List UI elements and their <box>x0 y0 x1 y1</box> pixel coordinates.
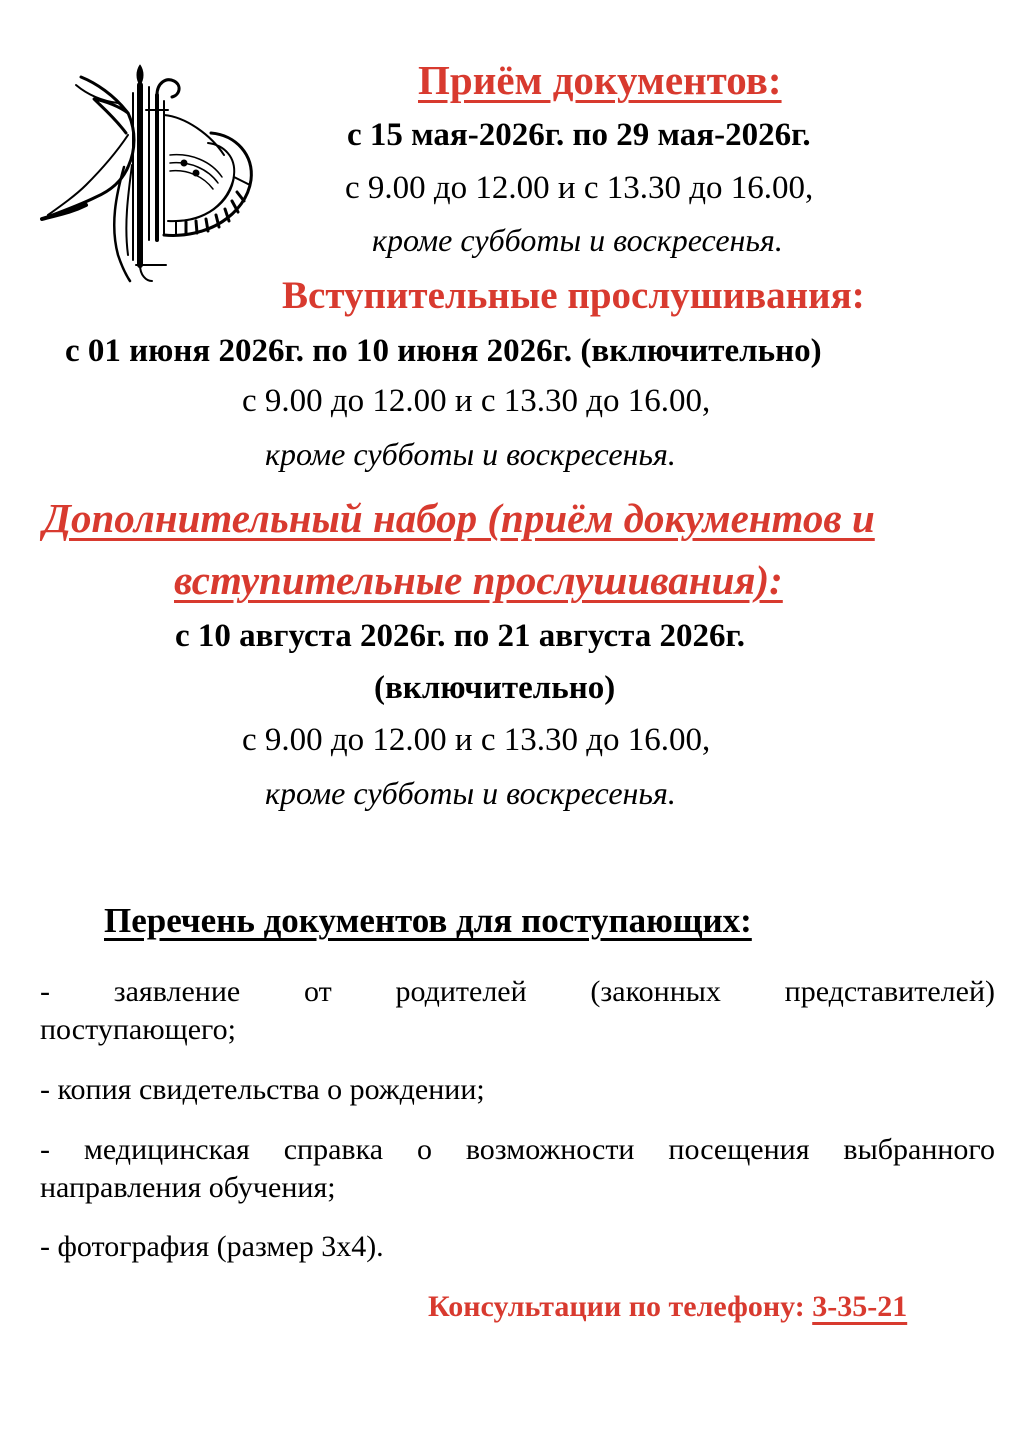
contact-line <box>428 1290 907 1324</box>
additional-time: с 9.00 до 12.00 и с 13.30 до 16.00, <box>242 722 711 758</box>
documents-item-birth-certificate: - копия свидетельства о рождении; <box>40 1073 485 1106</box>
documents-item-medical-line2: направления обучения; <box>40 1171 336 1204</box>
additional-dates-line2: (включительно) <box>374 670 616 706</box>
additional-dates-line1: с 10 августа 2026г. по 21 августа 2026г. <box>175 618 746 654</box>
contact-phone[interactable]: 3-35-21 <box>812 1290 908 1323</box>
documents-heading: Перечень документов для поступающих: <box>104 901 752 940</box>
admission-except: кроме субботы и воскресенья. <box>372 222 783 258</box>
admission-dates: с 15 мая-2026г. по 29 мая-2026г. <box>347 117 811 153</box>
auditions-heading: Вступительные прослушивания: <box>282 274 865 317</box>
additional-heading-line1: Дополнительный набор (приём документов и <box>43 495 875 541</box>
documents-item-medical-line1: - медицинская справка о возможности посещения выбранного <box>40 1133 995 1166</box>
admission-time: с 9.00 до 12.00 и с 13.30 до 16.00, <box>345 170 814 206</box>
documents-item-application-line2: поступающего; <box>40 1013 236 1046</box>
admission-heading: Приём документов: <box>418 57 782 103</box>
documents-item-application-line1: - заявление от родителей (законных представителей) <box>40 975 995 1008</box>
auditions-except: кроме субботы и воскресенья. <box>265 436 676 472</box>
additional-heading-line2: вступительные прослушивания): <box>174 557 783 603</box>
school-logo-icon <box>36 55 266 283</box>
auditions-time: с 9.00 до 12.00 и с 13.30 до 16.00, <box>242 383 711 419</box>
auditions-dates: с 01 июня 2026г. по 10 июня 2026г. (включительно) <box>65 333 822 369</box>
additional-except: кроме субботы и воскресенья. <box>265 775 676 811</box>
documents-item-photo: - фотография (размер 3х4). <box>40 1230 384 1263</box>
contact-label: Консультации по телефону: <box>428 1290 813 1323</box>
